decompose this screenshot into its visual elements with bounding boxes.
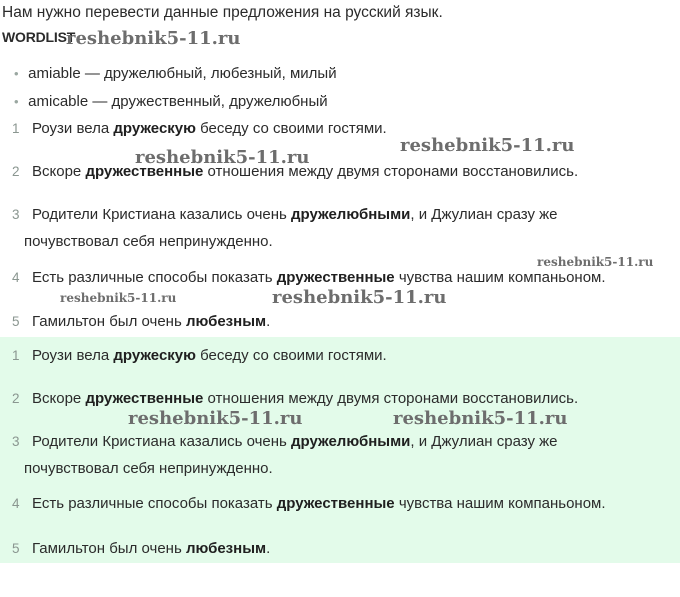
answer-number: 2 [12,391,20,406]
wordlist-translation: дружественный, дружелюбный [111,93,328,110]
sentence-text: беседу со своими гостями. [195,120,387,137]
bullet-icon: • [14,66,19,81]
answer-keyword: дружелюбными [291,433,411,450]
answer-keyword: дружественные [85,390,204,407]
sentence-text: чувства нашим компаньоном. [394,269,606,286]
answer-keyword: дружественные [276,495,395,512]
answer-text: . [266,540,271,557]
answer-text: Родители Кристиана казались очень [32,433,292,450]
answer-text: Есть различные способы показать [32,495,277,512]
sentence-keyword: дружелюбными [291,206,411,223]
wordlist-label: WORDLIST [2,29,76,45]
wordlist-word: amicable [28,93,89,110]
watermark: reshebnik5-11.ru [400,135,575,156]
sentence-continuation: почувствовал себя непринужденно. [24,233,273,250]
sentence-row [12,308,672,335]
answer-text: чувства нашим компаньоном. [394,495,606,512]
watermark: reshebnik5-11.ru [60,291,177,305]
sentence-row [12,158,672,185]
answer-text: , и Джулиан сразу же [410,433,558,450]
wordlist-item: • amicable — дружественный, дружелюбный [14,93,328,110]
answer-row [12,385,672,412]
watermark: reshebnik5-11.ru [128,408,303,429]
answer-row [12,490,672,517]
bullet-icon: • [14,94,19,109]
sentence-keyword: дружественные [276,269,395,286]
sentence-text: Есть различные способы показать [32,269,277,286]
answer-text: Гамильтон был очень [32,540,186,557]
sentence-text: Роузи вела [32,120,114,137]
sentence-keyword: дружественные [85,163,204,180]
answer-number: 5 [12,541,20,556]
watermark: reshebnik5-11.ru [66,28,241,49]
sentence-number: 3 [12,207,20,222]
sentence-text: , и Джулиан сразу же [410,206,558,223]
answer-text: Роузи вела [32,347,114,364]
watermark: reshebnik5-11.ru [272,287,447,308]
sentence-text: Вскоре [32,163,86,180]
wordlist-translation: дружелюбный, любезный, милый [104,65,337,82]
sentence-keyword: дружескую [113,120,196,137]
wordlist-item: • amiable — дружелюбный, любезный, милый [14,65,337,82]
watermark: reshebnik5-11.ru [135,147,310,168]
intro-text: Нам нужно перевести данные предложения на русский язык. [2,4,443,21]
sentence-number: 5 [12,314,20,329]
watermark: reshebnik5-11.ru [393,408,568,429]
sentence-text: Гамильтон был очень [32,313,186,330]
sentence-row [12,201,672,255]
sentence-number: 4 [12,270,20,285]
sentence-text: отношения между двумя сторонами восстановились. [203,163,579,180]
sentence-text: . [266,313,271,330]
answer-number: 3 [12,434,20,449]
answer-text: Вскоре [32,390,86,407]
sentence-keyword: любезным [185,313,267,330]
answer-keyword: дружескую [113,347,196,364]
sentence-text: Родители Кристиана казались очень [32,206,292,223]
answer-row [12,428,672,482]
answer-row [12,535,672,562]
wordlist-word: amiable [28,65,81,82]
answer-keyword: любезным [185,540,267,557]
answer-text: отношения между двумя сторонами восстановились. [203,390,579,407]
answer-text: беседу со своими гостями. [195,347,387,364]
answer-row [12,342,672,369]
answer-number: 1 [12,348,20,363]
watermark: reshebnik5-11.ru [537,255,654,269]
sentence-number: 2 [12,164,20,179]
answer-number: 4 [12,496,20,511]
answer-continuation: почувствовал себя непринужденно. [24,460,273,477]
sentence-number: 1 [12,121,20,136]
